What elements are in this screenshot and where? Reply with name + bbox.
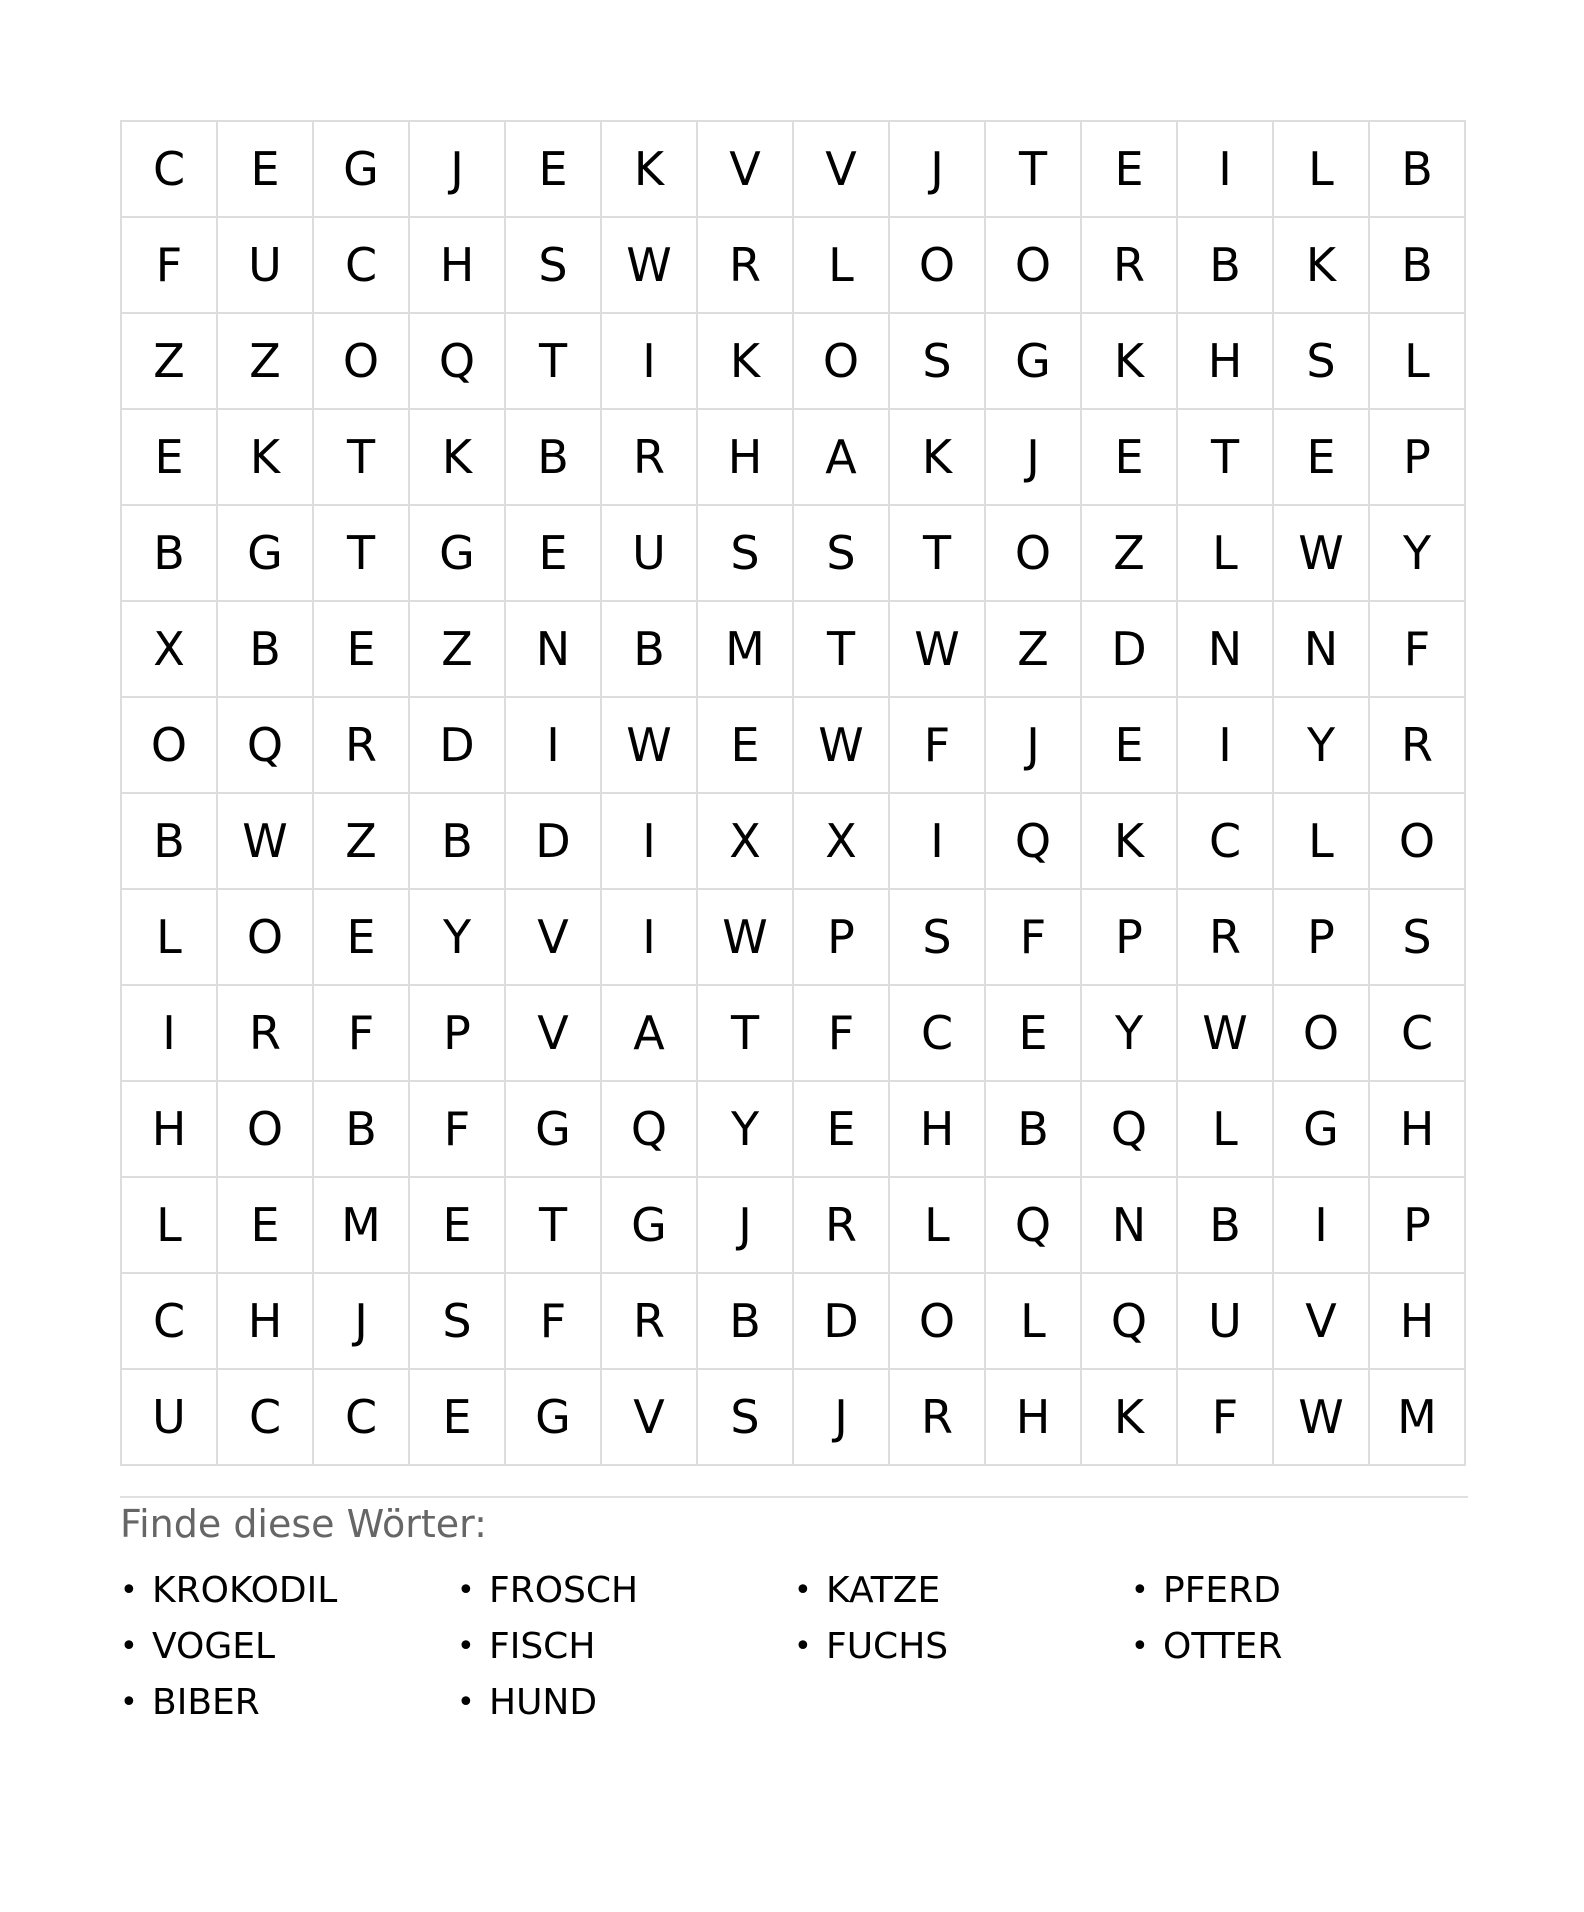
bullet-icon: • [1131,1628,1149,1664]
grid-cell[interactable]: R [794,1178,890,1274]
grid-cell[interactable]: E [1274,410,1370,506]
grid-cell[interactable]: Z [1082,506,1178,602]
grid-cell[interactable]: A [602,986,698,1082]
grid-cell[interactable]: E [218,1178,314,1274]
grid-cell[interactable]: M [698,602,794,698]
bullet-icon: • [457,1684,475,1720]
grid-cell[interactable]: B [1178,218,1274,314]
word-list [120,1562,1468,1730]
bullet-icon: • [794,1628,812,1664]
grid-cell[interactable]: C [314,1370,410,1466]
word-label: FROSCH [489,1569,639,1611]
word-label: VOGEL [152,1625,276,1667]
grid-cell[interactable]: L [1274,794,1370,890]
grid-cell[interactable]: E [314,890,410,986]
grid-cell[interactable]: Y [1082,986,1178,1082]
grid-cell[interactable]: F [1370,602,1466,698]
grid-cell[interactable]: E [410,1178,506,1274]
grid-cell[interactable]: H [986,1370,1082,1466]
grid-cell[interactable]: B [218,602,314,698]
grid-cell[interactable]: E [698,698,794,794]
grid-cell[interactable]: Q [1082,1082,1178,1178]
grid-cell[interactable]: H [218,1274,314,1370]
grid-cell[interactable]: F [506,1274,602,1370]
grid-cell[interactable]: Y [1370,506,1466,602]
grid-cell[interactable]: S [698,1370,794,1466]
word-label: KROKODIL [152,1569,338,1611]
grid-cell[interactable]: G [218,506,314,602]
grid-cell[interactable]: C [1178,794,1274,890]
grid-cell[interactable]: E [986,986,1082,1082]
grid-cell[interactable]: C [122,1274,218,1370]
grid-cell[interactable]: P [1082,890,1178,986]
grid-cell[interactable]: J [986,410,1082,506]
grid-cell[interactable]: O [218,890,314,986]
grid-cell[interactable]: C [314,218,410,314]
grid-cell[interactable]: R [1370,698,1466,794]
grid-cell[interactable]: P [410,986,506,1082]
grid-cell[interactable]: H [1178,314,1274,410]
grid-cell[interactable]: Z [986,602,1082,698]
grid-cell[interactable]: J [794,1370,890,1466]
grid-cell[interactable]: B [410,794,506,890]
grid-cell[interactable]: F [1178,1370,1274,1466]
grid-cell[interactable]: S [1370,890,1466,986]
grid-cell[interactable]: R [314,698,410,794]
grid-cell[interactable]: Y [410,890,506,986]
word-item [457,1618,794,1674]
grid-cell[interactable]: Z [314,794,410,890]
grid-cell[interactable]: L [794,218,890,314]
grid-cell[interactable]: K [698,314,794,410]
grid-cell[interactable]: B [1370,122,1466,218]
grid-cell[interactable]: N [506,602,602,698]
grid-cell[interactable]: E [1082,410,1178,506]
grid-cell[interactable]: B [986,1082,1082,1178]
grid-cell[interactable]: K [410,410,506,506]
grid-cell[interactable]: Q [218,698,314,794]
grid-cell[interactable]: O [218,1082,314,1178]
grid-cell[interactable]: D [410,698,506,794]
grid-cell[interactable]: O [122,698,218,794]
grid-cell[interactable]: R [602,410,698,506]
grid-cell[interactable]: K [1082,314,1178,410]
grid-cell[interactable]: Z [410,602,506,698]
grid-cell[interactable]: V [698,122,794,218]
grid-cell[interactable]: I [1178,122,1274,218]
grid-cell[interactable]: T [986,122,1082,218]
grid-cell[interactable]: T [314,410,410,506]
grid-cell[interactable]: Z [122,314,218,410]
grid-cell[interactable]: Y [698,1082,794,1178]
grid-cell[interactable]: H [890,1082,986,1178]
grid-cell[interactable]: S [698,506,794,602]
grid-cell[interactable]: B [698,1274,794,1370]
word-item [794,1562,1131,1618]
grid-cell[interactable]: D [1082,602,1178,698]
grid-cell[interactable]: Z [218,314,314,410]
grid-cell[interactable]: Q [410,314,506,410]
grid-cell[interactable]: F [986,890,1082,986]
grid-cell[interactable]: L [890,1178,986,1274]
grid-cell[interactable]: K [602,122,698,218]
grid-cell[interactable]: G [602,1178,698,1274]
grid-cell[interactable]: S [1274,314,1370,410]
grid-cell[interactable]: W [602,698,698,794]
grid-cell[interactable]: F [122,218,218,314]
grid-cell[interactable]: R [890,1370,986,1466]
word-item [120,1618,457,1674]
grid-cell[interactable]: W [1178,986,1274,1082]
grid-cell[interactable]: O [1370,794,1466,890]
grid-cell[interactable]: B [602,602,698,698]
grid-cell[interactable]: R [1082,218,1178,314]
grid-cell[interactable]: T [698,986,794,1082]
grid-cell[interactable]: E [794,1082,890,1178]
word-item [120,1674,457,1730]
grid-cell[interactable]: W [1274,506,1370,602]
grid-cell[interactable]: E [314,602,410,698]
grid-cell[interactable]: D [794,1274,890,1370]
grid-cell[interactable]: X [122,602,218,698]
grid-cell[interactable]: V [1274,1274,1370,1370]
grid-cell[interactable]: N [1178,602,1274,698]
grid-cell[interactable]: P [1274,890,1370,986]
word-label: FISCH [489,1625,596,1667]
word-item [457,1562,794,1618]
grid-cell[interactable]: E [506,122,602,218]
grid-cell[interactable]: T [890,506,986,602]
grid-cell[interactable]: O [314,314,410,410]
grid-cell[interactable]: T [506,1178,602,1274]
grid-cell[interactable]: T [1178,410,1274,506]
grid-cell[interactable]: F [890,698,986,794]
grid-cell[interactable]: Y [1274,698,1370,794]
grid-cell[interactable]: S [794,506,890,602]
grid-cell[interactable]: O [986,218,1082,314]
grid-cell[interactable]: G [1274,1082,1370,1178]
grid-cell[interactable]: H [410,218,506,314]
grid-cell[interactable]: D [506,794,602,890]
grid-cell[interactable]: Q [1082,1274,1178,1370]
grid-cell[interactable]: S [506,218,602,314]
grid-cell[interactable]: K [218,410,314,506]
grid-cell[interactable]: C [1370,986,1466,1082]
grid-cell[interactable]: E [122,410,218,506]
grid-cell[interactable]: I [122,986,218,1082]
grid-cell[interactable]: S [890,890,986,986]
grid-cell[interactable]: J [698,1178,794,1274]
grid-cell[interactable]: W [602,218,698,314]
grid-cell[interactable]: B [314,1082,410,1178]
grid-cell[interactable]: B [506,410,602,506]
grid-cell[interactable]: L [1178,1082,1274,1178]
grid-cell[interactable]: W [1274,1370,1370,1466]
word-item [120,1562,457,1618]
bullet-icon: • [120,1684,138,1720]
grid-cell[interactable]: R [1178,890,1274,986]
grid-cell[interactable]: I [602,890,698,986]
grid-cell[interactable]: U [602,506,698,602]
grid-cell[interactable]: T [314,506,410,602]
word-label: KATZE [826,1569,941,1611]
grid-cell[interactable]: L [122,890,218,986]
grid-cell[interactable]: J [986,698,1082,794]
grid-cell[interactable]: Q [602,1082,698,1178]
grid-cell[interactable]: R [218,986,314,1082]
grid-cell[interactable]: I [506,698,602,794]
grid-cell[interactable]: K [1082,1370,1178,1466]
grid-cell[interactable]: G [410,506,506,602]
grid-cell[interactable]: W [218,794,314,890]
grid-cell[interactable]: X [698,794,794,890]
bullet-icon: • [120,1572,138,1608]
grid-cell[interactable]: S [410,1274,506,1370]
grid-cell[interactable]: M [1370,1370,1466,1466]
grid-cell[interactable]: G [986,314,1082,410]
grid-cell[interactable]: U [218,218,314,314]
grid-cell[interactable]: B [1370,218,1466,314]
grid-cell[interactable]: O [890,1274,986,1370]
grid-cell[interactable]: K [1082,794,1178,890]
grid-cell[interactable]: A [794,410,890,506]
grid-cell[interactable]: G [314,122,410,218]
word-label: OTTER [1163,1625,1283,1667]
grid-cell[interactable]: J [890,122,986,218]
grid-cell[interactable]: V [506,890,602,986]
grid-cell[interactable]: B [122,794,218,890]
divider [120,1496,1468,1498]
word-list-title: Finde diese Wörter: [120,1502,487,1546]
grid-cell[interactable]: P [794,890,890,986]
grid-cell[interactable]: W [794,698,890,794]
grid-cell[interactable]: C [218,1370,314,1466]
grid-cell[interactable]: X [794,794,890,890]
grid-cell[interactable]: H [698,410,794,506]
grid-cell[interactable]: I [890,794,986,890]
grid-cell[interactable]: R [602,1274,698,1370]
word-label: BIBER [152,1681,260,1723]
grid-cell[interactable]: Q [986,794,1082,890]
grid-cell[interactable]: K [890,410,986,506]
grid-cell[interactable]: F [410,1082,506,1178]
grid-cell[interactable]: O [986,506,1082,602]
grid-cell[interactable]: T [794,602,890,698]
grid-cell[interactable]: E [506,506,602,602]
bullet-icon: • [1131,1572,1149,1608]
grid-cell[interactable]: G [506,1370,602,1466]
grid-cell[interactable]: E [1082,122,1178,218]
word-label: PFERD [1163,1569,1281,1611]
grid-cell[interactable]: L [1274,122,1370,218]
word-item [457,1674,794,1730]
grid-cell[interactable]: G [506,1082,602,1178]
puzzle-grid [120,120,1466,1466]
grid-cell[interactable]: K [1274,218,1370,314]
grid-cell[interactable]: T [506,314,602,410]
grid-cell[interactable]: E [1082,698,1178,794]
grid-cell[interactable]: F [314,986,410,1082]
grid-cell[interactable]: N [1274,602,1370,698]
grid-cell[interactable]: L [122,1178,218,1274]
grid-cell[interactable]: U [1178,1274,1274,1370]
bullet-icon: • [794,1572,812,1608]
word-item [794,1618,1131,1674]
grid-cell[interactable]: H [1370,1082,1466,1178]
grid-cell[interactable]: M [314,1178,410,1274]
bullet-icon: • [457,1572,475,1608]
grid-cell[interactable]: O [890,218,986,314]
word-label: FUCHS [826,1625,949,1667]
grid-cell[interactable]: W [698,890,794,986]
grid-cell[interactable]: P [1370,1178,1466,1274]
grid-cell[interactable]: R [698,218,794,314]
grid-cell[interactable]: B [1178,1178,1274,1274]
grid-cell[interactable]: I [1274,1178,1370,1274]
grid-cell[interactable]: N [1082,1178,1178,1274]
grid-cell[interactable]: E [410,1370,506,1466]
grid-cell[interactable]: P [1370,410,1466,506]
grid-cell[interactable]: W [890,602,986,698]
word-item [1131,1618,1468,1674]
grid-cell[interactable]: L [1178,506,1274,602]
grid-cell[interactable]: L [986,1274,1082,1370]
grid-cell[interactable]: V [794,122,890,218]
grid-cell[interactable]: V [602,1370,698,1466]
grid-cell[interactable]: E [218,122,314,218]
grid-cell[interactable]: B [122,506,218,602]
grid-cell[interactable]: I [1178,698,1274,794]
grid-cell[interactable]: H [1370,1274,1466,1370]
grid-cell[interactable]: C [122,122,218,218]
bullet-icon: • [120,1628,138,1664]
grid-cell[interactable]: S [890,314,986,410]
grid-cell[interactable]: Q [986,1178,1082,1274]
word-item [1131,1562,1468,1618]
word-label: HUND [489,1681,598,1723]
grid-cell[interactable]: C [890,986,986,1082]
grid-cell[interactable]: V [506,986,602,1082]
grid-cell[interactable]: U [122,1370,218,1466]
grid-cell[interactable]: I [602,794,698,890]
grid-cell[interactable]: L [1370,314,1466,410]
grid-cell[interactable]: F [794,986,890,1082]
grid-cell[interactable]: I [602,314,698,410]
grid-cell[interactable]: H [122,1082,218,1178]
grid-cell[interactable]: J [314,1274,410,1370]
grid-cell[interactable]: J [410,122,506,218]
bullet-icon: • [457,1628,475,1664]
grid-cell[interactable]: O [794,314,890,410]
grid-cell[interactable]: O [1274,986,1370,1082]
